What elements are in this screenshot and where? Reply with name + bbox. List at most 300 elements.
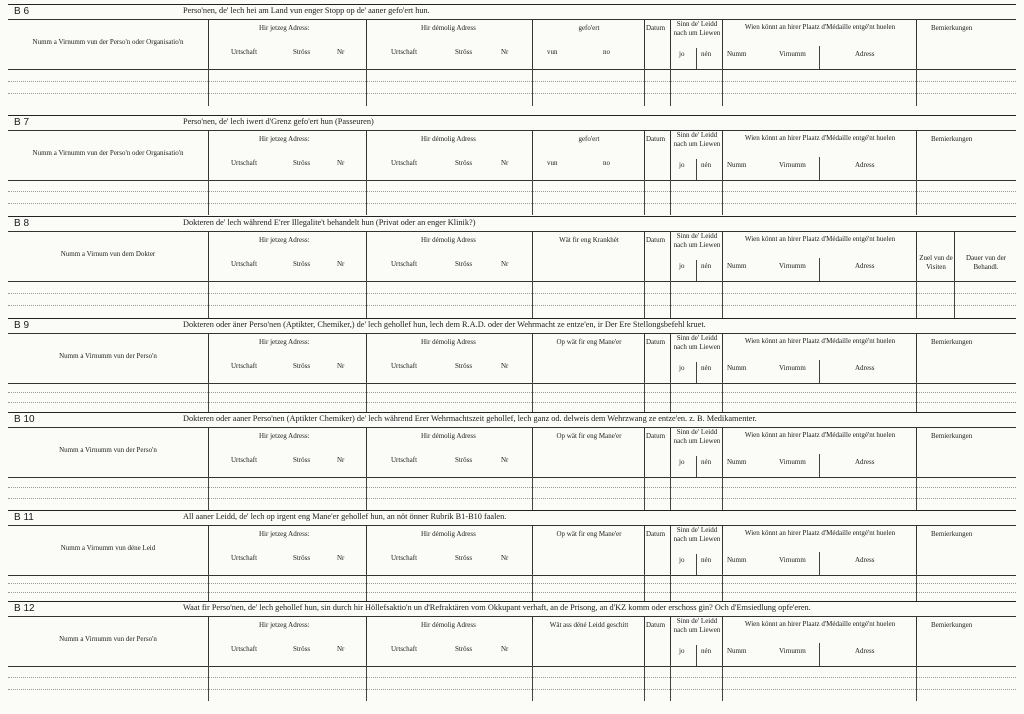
medal-label: Wien könnt an hirer Plaatz d'Médaille entgé'nt huelen [744, 431, 896, 439]
extra-column-header [532, 131, 644, 180]
remarks-label: Bemierkungen [931, 530, 973, 538]
remarks-label: Bemierkungen [931, 135, 973, 143]
section-b6 [8, 4, 1016, 106]
town-label: Urtschaft [231, 159, 258, 167]
alive-divider [696, 554, 697, 575]
alive-column-header [670, 334, 722, 383]
entry-line[interactable] [8, 293, 1016, 294]
medal-name-label: Numm [727, 50, 747, 58]
current-address-header [208, 20, 366, 69]
medal-recipient-header [722, 617, 916, 666]
alive-no-label: nén [701, 458, 712, 466]
row-divider [208, 179, 209, 215]
former-address-label: Hir démolig Adress [421, 236, 476, 244]
street-label-old: Ströss [455, 645, 473, 653]
former-address-label: Hir démolig Adress [421, 135, 476, 143]
remarks-header [916, 20, 1016, 69]
alive-divider [696, 456, 697, 477]
row-divider [532, 280, 533, 318]
date-column-header [644, 20, 670, 69]
extra-column-label: Op wät fir eng Mane'er [556, 338, 622, 346]
current-address-label: Hir jetzeg Adress: [259, 530, 310, 538]
extra-column-header [532, 428, 644, 477]
extra-column-header [532, 20, 644, 69]
extra-column-label: gefo'ert [578, 135, 600, 143]
row-divider [670, 665, 671, 701]
street-label-old: Ströss [455, 159, 473, 167]
number-label: Nr [337, 159, 345, 167]
from-label: vun [547, 159, 558, 167]
alive-no-label: nén [701, 364, 712, 372]
alive-column-header [670, 617, 722, 666]
name-column-header [8, 20, 208, 69]
alive-yes-label: jo [679, 458, 685, 466]
current-address-label: Hir jetzeg Adress: [259, 338, 310, 346]
row-divider [208, 280, 209, 318]
former-address-label: Hir démolig Adress [421, 621, 476, 629]
row-divider [670, 179, 671, 215]
town-label-old: Urtschaft [391, 159, 418, 167]
name-column-label: Numm a Virnumm vun der Perso'n [59, 352, 157, 360]
number-label: Nr [337, 456, 345, 464]
alive-divider [696, 159, 697, 180]
entry-rows [8, 476, 1016, 510]
town-label: Urtschaft [231, 260, 258, 268]
alive-label: Sinn de' Leidd nach um Liewen [673, 428, 721, 445]
row-divider [366, 665, 367, 701]
former-address-header [366, 617, 532, 666]
alive-label: Sinn de' Leidd nach um Liewen [673, 617, 721, 634]
from-label: vun [547, 48, 558, 56]
section-code: B 11 [14, 512, 34, 523]
medal-label: Wien könnt an hirer Plaatz d'Médaille entgé'nt huelen [744, 134, 896, 142]
entry-rows [8, 382, 1016, 412]
medal-label: Wien könnt an hirer Plaatz d'Médaille entgé'nt huelen [744, 529, 896, 537]
medal-address-label: Adress [855, 458, 875, 466]
section-header [8, 130, 1016, 181]
alive-divider [696, 260, 697, 281]
medal-label: Wien könnt an hirer Plaatz d'Médaille entgé'nt huelen [744, 235, 896, 243]
entry-line[interactable] [8, 677, 1016, 678]
to-label: no [603, 159, 610, 167]
entry-line[interactable] [8, 583, 1016, 584]
alive-divider [696, 362, 697, 383]
date-label: Datum [646, 24, 666, 32]
number-label-old: Nr [501, 554, 509, 562]
remarks-header [916, 428, 1016, 477]
row-divider [208, 665, 209, 701]
medal-name-label: Numm [727, 556, 747, 564]
former-address-label: Hir démolig Adress [421, 24, 476, 32]
date-column-header [644, 232, 670, 281]
entry-line[interactable] [8, 392, 1016, 393]
row-divider [208, 574, 209, 602]
row-divider [644, 574, 645, 602]
section-b9 [8, 318, 1016, 412]
entry-line[interactable] [8, 191, 1016, 192]
medal-name-label: Numm [727, 647, 747, 655]
date-column-header [644, 334, 670, 383]
street-label: Ströss [293, 554, 311, 562]
number-label-old: Nr [501, 645, 509, 653]
alive-yes-label: jo [679, 161, 685, 169]
section-title: Dokteren oder aaner Perso'nen (Aptikter Chemiker) de' lech während Erer Wehrmachtszeit gehollef, lech ganz od. delweis dem Wehrzwang ze entze'en. z. B. Medikamenter. [183, 414, 757, 423]
street-label-old: Ströss [455, 554, 473, 562]
medal-divider [819, 360, 820, 383]
row-divider [722, 68, 723, 106]
row-divider [722, 179, 723, 215]
remarks-header [916, 617, 1016, 666]
alive-divider [696, 48, 697, 69]
street-label: Ströss [293, 260, 311, 268]
medal-address-label: Adress [855, 647, 875, 655]
medal-label: Wien könnt an hirer Plaatz d'Médaille entgé'nt huelen [744, 23, 896, 31]
number-label-old: Nr [501, 362, 509, 370]
alive-column-header [670, 232, 722, 281]
medal-firstname-label: Virnumm [779, 161, 806, 169]
section-b12 [8, 601, 1016, 701]
section-title: Dokteren oder äner Perso'nen (Aptikter, Chemiker,) de' lech gehollef hun, lech dem R.A.D. oder der Wehrmacht ze entze'en, ir Der Ere Stellongsbefehl kruet. [183, 320, 706, 329]
section-title: Perso'nen, de' lech hei am Land vun enger Stopp op de' aaner gefo'ert hun. [183, 6, 430, 15]
town-label-old: Urtschaft [391, 48, 418, 56]
section-header [8, 427, 1016, 478]
number-label: Nr [337, 362, 345, 370]
date-column-header [644, 526, 670, 575]
medal-address-label: Adress [855, 262, 875, 270]
entry-line[interactable] [8, 487, 1016, 488]
town-label: Urtschaft [231, 48, 258, 56]
former-address-header [366, 131, 532, 180]
row-divider [208, 68, 209, 106]
town-label: Urtschaft [231, 554, 258, 562]
alive-label: Sinn de' Leidd nach um Liewen [673, 131, 721, 148]
town-label-old: Urtschaft [391, 456, 418, 464]
section-title: Dokteren de' lech während E'rer Illegalite't behandelt hun (Privat oder an enger Klinik?) [183, 218, 476, 227]
medal-firstname-label: Virnumm [779, 458, 806, 466]
alive-no-label: nén [701, 161, 712, 169]
date-column-header [644, 617, 670, 666]
row-divider [722, 665, 723, 701]
medal-recipient-header [722, 526, 916, 575]
remarks-header [916, 334, 1016, 383]
extra-column-header [532, 526, 644, 575]
row-divider [722, 280, 723, 318]
treatment-duration-label: Dauer vun der Behandl. [965, 254, 1007, 271]
alive-label: Sinn de' Leidd nach um Liewen [673, 526, 721, 543]
alive-divider [696, 645, 697, 666]
row-divider [916, 574, 917, 602]
street-label: Ströss [293, 456, 311, 464]
alive-label: Sinn de' Leidd nach um Liewen [673, 20, 721, 37]
section-code: B 6 [14, 6, 30, 17]
former-address-label: Hir démolig Adress [421, 338, 476, 346]
medal-recipient-header [722, 334, 916, 383]
row-divider [644, 179, 645, 215]
medal-firstname-label: Virnumm [779, 364, 806, 372]
section-header [8, 525, 1016, 576]
extra-column-header [532, 334, 644, 383]
current-address-label: Hir jetzeg Adress: [259, 432, 310, 440]
name-column-header [8, 131, 208, 180]
number-label-old: Nr [501, 260, 509, 268]
entry-line[interactable] [8, 305, 1016, 306]
treatment-duration-header [954, 232, 1016, 281]
section-title: Perso'nen, de' lech iwert d'Grenz gefo'ert hun (Passeuren) [183, 117, 374, 126]
visits-header [916, 232, 954, 281]
alive-no-label: nén [701, 556, 712, 564]
former-address-header [366, 232, 532, 281]
row-divider [644, 476, 645, 510]
remarks-label: Bemierkungen [931, 24, 973, 32]
name-column-label: Numm a Virnumm vun déne Leid [60, 544, 156, 552]
current-address-label: Hir jetzeg Adress: [259, 621, 310, 629]
row-divider [644, 382, 645, 412]
street-label-old: Ströss [455, 260, 473, 268]
town-label-old: Urtschaft [391, 260, 418, 268]
number-label-old: Nr [501, 48, 509, 56]
street-label: Ströss [293, 48, 311, 56]
row-divider [366, 476, 367, 510]
name-column-header [8, 617, 208, 666]
name-column-header [8, 334, 208, 383]
section-code: B 12 [14, 603, 35, 614]
extra-column-label: Wät fir eng Krankhét [559, 236, 619, 244]
alive-yes-label: jo [679, 647, 685, 655]
entry-line[interactable] [8, 689, 1016, 690]
former-address-label: Hir démolig Adress [421, 432, 476, 440]
extra-column-label: Wät ass déné Leidd geschitt [549, 621, 629, 629]
name-column-label: Numm a Virnumm vun der Perso'n [59, 446, 157, 454]
alive-no-label: nén [701, 50, 712, 58]
medal-firstname-label: Virnumm [779, 262, 806, 270]
date-label: Datum [646, 338, 666, 346]
section-b11 [8, 510, 1016, 602]
remarks-header [916, 526, 1016, 575]
number-label-old: Nr [501, 159, 509, 167]
medal-divider [819, 552, 820, 575]
alive-yes-label: jo [679, 50, 685, 58]
alive-yes-label: jo [679, 556, 685, 564]
medal-divider [819, 454, 820, 477]
row-divider [532, 68, 533, 106]
date-label: Datum [646, 530, 666, 538]
section-header [8, 231, 1016, 282]
section-b7 [8, 115, 1016, 215]
alive-column-header [670, 131, 722, 180]
remarks-header [916, 131, 1016, 180]
current-address-label: Hir jetzeg Adress: [259, 135, 310, 143]
current-address-header [208, 334, 366, 383]
street-label-old: Ströss [455, 456, 473, 464]
row-divider [670, 280, 671, 318]
section-title: All aaner Leidd, de' lech op irgent eng Mane'er gehollef hun, an nöt önner Rubrik B1-B10 faalen. [183, 512, 507, 521]
row-divider [532, 476, 533, 510]
number-label: Nr [337, 554, 345, 562]
row-divider [916, 382, 917, 412]
former-address-header [366, 526, 532, 575]
row-divider [916, 476, 917, 510]
name-column-label: Numm a Virnum vun dem Dokter [60, 250, 156, 258]
entry-rows [8, 280, 1016, 318]
medal-address-label: Adress [855, 50, 875, 58]
former-address-label: Hir démolig Adress [421, 530, 476, 538]
remarks-label: Bemierkungen [931, 621, 973, 629]
row-divider [670, 574, 671, 602]
row-divider [916, 68, 917, 106]
number-label-old: Nr [501, 456, 509, 464]
section-b8 [8, 216, 1016, 318]
row-divider [670, 68, 671, 106]
row-divider [722, 476, 723, 510]
row-divider [366, 382, 367, 412]
date-column-header [644, 428, 670, 477]
row-divider [670, 382, 671, 412]
date-label: Datum [646, 236, 666, 244]
section-code: B 10 [14, 414, 35, 425]
date-column-header [644, 131, 670, 180]
alive-no-label: nén [701, 262, 712, 270]
current-address-label: Hir jetzeg Adress: [259, 236, 310, 244]
medal-address-label: Adress [855, 556, 875, 564]
town-label: Urtschaft [231, 645, 258, 653]
entry-line[interactable] [8, 498, 1016, 499]
entry-line[interactable] [8, 93, 1016, 94]
extra-column-label: Op wät fir eng Mane'er [556, 530, 622, 538]
town-label-old: Urtschaft [391, 554, 418, 562]
medal-divider [819, 46, 820, 69]
extra-column-header [532, 617, 644, 666]
alive-column-header [670, 526, 722, 575]
row-divider [644, 665, 645, 701]
date-label: Datum [646, 432, 666, 440]
row-divider [366, 179, 367, 215]
entry-rows [8, 68, 1016, 106]
entry-line[interactable] [8, 402, 1016, 403]
row-divider [644, 68, 645, 106]
entry-rows [8, 665, 1016, 701]
medal-label: Wien könnt an hirer Plaatz d'Médaille entgé'nt huelen [744, 620, 896, 628]
section-code: B 9 [14, 320, 30, 331]
name-column-label: Numm a Virnumm vun der Perso'n oder Organisatio'n [32, 38, 184, 46]
extra-column-header [532, 232, 644, 281]
street-label: Ströss [293, 645, 311, 653]
entry-line[interactable] [8, 81, 1016, 82]
medal-name-label: Numm [727, 161, 747, 169]
current-address-header [208, 617, 366, 666]
street-label-old: Ströss [455, 362, 473, 370]
former-address-header [366, 20, 532, 69]
entry-rows [8, 574, 1016, 602]
alive-column-header [670, 428, 722, 477]
extra-column-label: gefo'ert [578, 24, 600, 32]
alive-label: Sinn de' Leidd nach um Liewen [673, 232, 721, 249]
row-divider [532, 179, 533, 215]
medal-label: Wien könnt an hirer Plaatz d'Médaille entgé'nt huelen [744, 337, 896, 345]
row-divider [366, 68, 367, 106]
current-address-header [208, 232, 366, 281]
medal-recipient-header [722, 232, 916, 281]
medal-divider [819, 157, 820, 180]
former-address-header [366, 334, 532, 383]
medal-firstname-label: Virnumm [779, 50, 806, 58]
medal-divider [819, 258, 820, 281]
name-column-header [8, 526, 208, 575]
medal-name-label: Numm [727, 262, 747, 270]
alive-column-header [670, 20, 722, 69]
alive-no-label: nén [701, 647, 712, 655]
medal-divider [819, 643, 820, 666]
number-label: Nr [337, 645, 345, 653]
name-column-label: Numm a Virnumm vun der Perso'n [59, 635, 157, 643]
town-label: Urtschaft [231, 456, 258, 464]
name-column-label: Numm a Virnumm vun der Perso'n oder Organisatio'n [32, 149, 184, 157]
name-column-header [8, 232, 208, 281]
medal-name-label: Numm [727, 458, 747, 466]
medal-address-label: Adress [855, 364, 875, 372]
medal-recipient-header [722, 131, 916, 180]
medal-firstname-label: Virnumm [779, 556, 806, 564]
row-divider [644, 280, 645, 318]
section-header [8, 333, 1016, 384]
medal-recipient-header [722, 428, 916, 477]
section-code: B 7 [14, 117, 30, 128]
remarks-label: Bemierkungen [931, 432, 973, 440]
current-address-header [208, 428, 366, 477]
section-code: B 8 [14, 218, 30, 229]
row-divider [670, 476, 671, 510]
row-divider [208, 476, 209, 510]
row-divider [366, 574, 367, 602]
medal-name-label: Numm [727, 364, 747, 372]
name-column-header [8, 428, 208, 477]
former-address-header [366, 428, 532, 477]
town-label-old: Urtschaft [391, 645, 418, 653]
row-divider [532, 665, 533, 701]
row-divider [954, 280, 955, 318]
medal-address-label: Adress [855, 161, 875, 169]
alive-label: Sinn de' Leidd nach um Liewen [673, 334, 721, 351]
entry-line[interactable] [8, 592, 1016, 593]
current-address-header [208, 131, 366, 180]
visits-label: Zuel vun de Visiten [919, 254, 953, 271]
remarks-label: Bemierkungen [931, 338, 973, 346]
current-address-label: Hir jetzeg Adress: [259, 24, 310, 32]
row-divider [532, 382, 533, 412]
street-label: Ströss [293, 362, 311, 370]
to-label: no [603, 48, 610, 56]
number-label: Nr [337, 260, 345, 268]
row-divider [916, 179, 917, 215]
number-label: Nr [337, 48, 345, 56]
row-divider [208, 382, 209, 412]
row-divider [916, 280, 917, 318]
medal-firstname-label: Virnumm [779, 647, 806, 655]
row-divider [722, 574, 723, 602]
row-divider [366, 280, 367, 318]
street-label-old: Ströss [455, 48, 473, 56]
row-divider [722, 382, 723, 412]
section-b10 [8, 412, 1016, 510]
date-label: Datum [646, 135, 666, 143]
street-label: Ströss [293, 159, 311, 167]
current-address-header [208, 526, 366, 575]
row-divider [532, 574, 533, 602]
entry-line[interactable] [8, 203, 1016, 204]
town-label-old: Urtschaft [391, 362, 418, 370]
town-label: Urtschaft [231, 362, 258, 370]
section-title: Waat fir Perso'nen, de' lech gehollef hun, sin durch hir Höllefsaktio'n un d'Refraktären vom Okkupant verhaft, an de Prisong, an d'KZ komm oder erschoss gin? Och d'Emsiedlung opfe'eren. [183, 603, 811, 612]
row-divider [916, 665, 917, 701]
